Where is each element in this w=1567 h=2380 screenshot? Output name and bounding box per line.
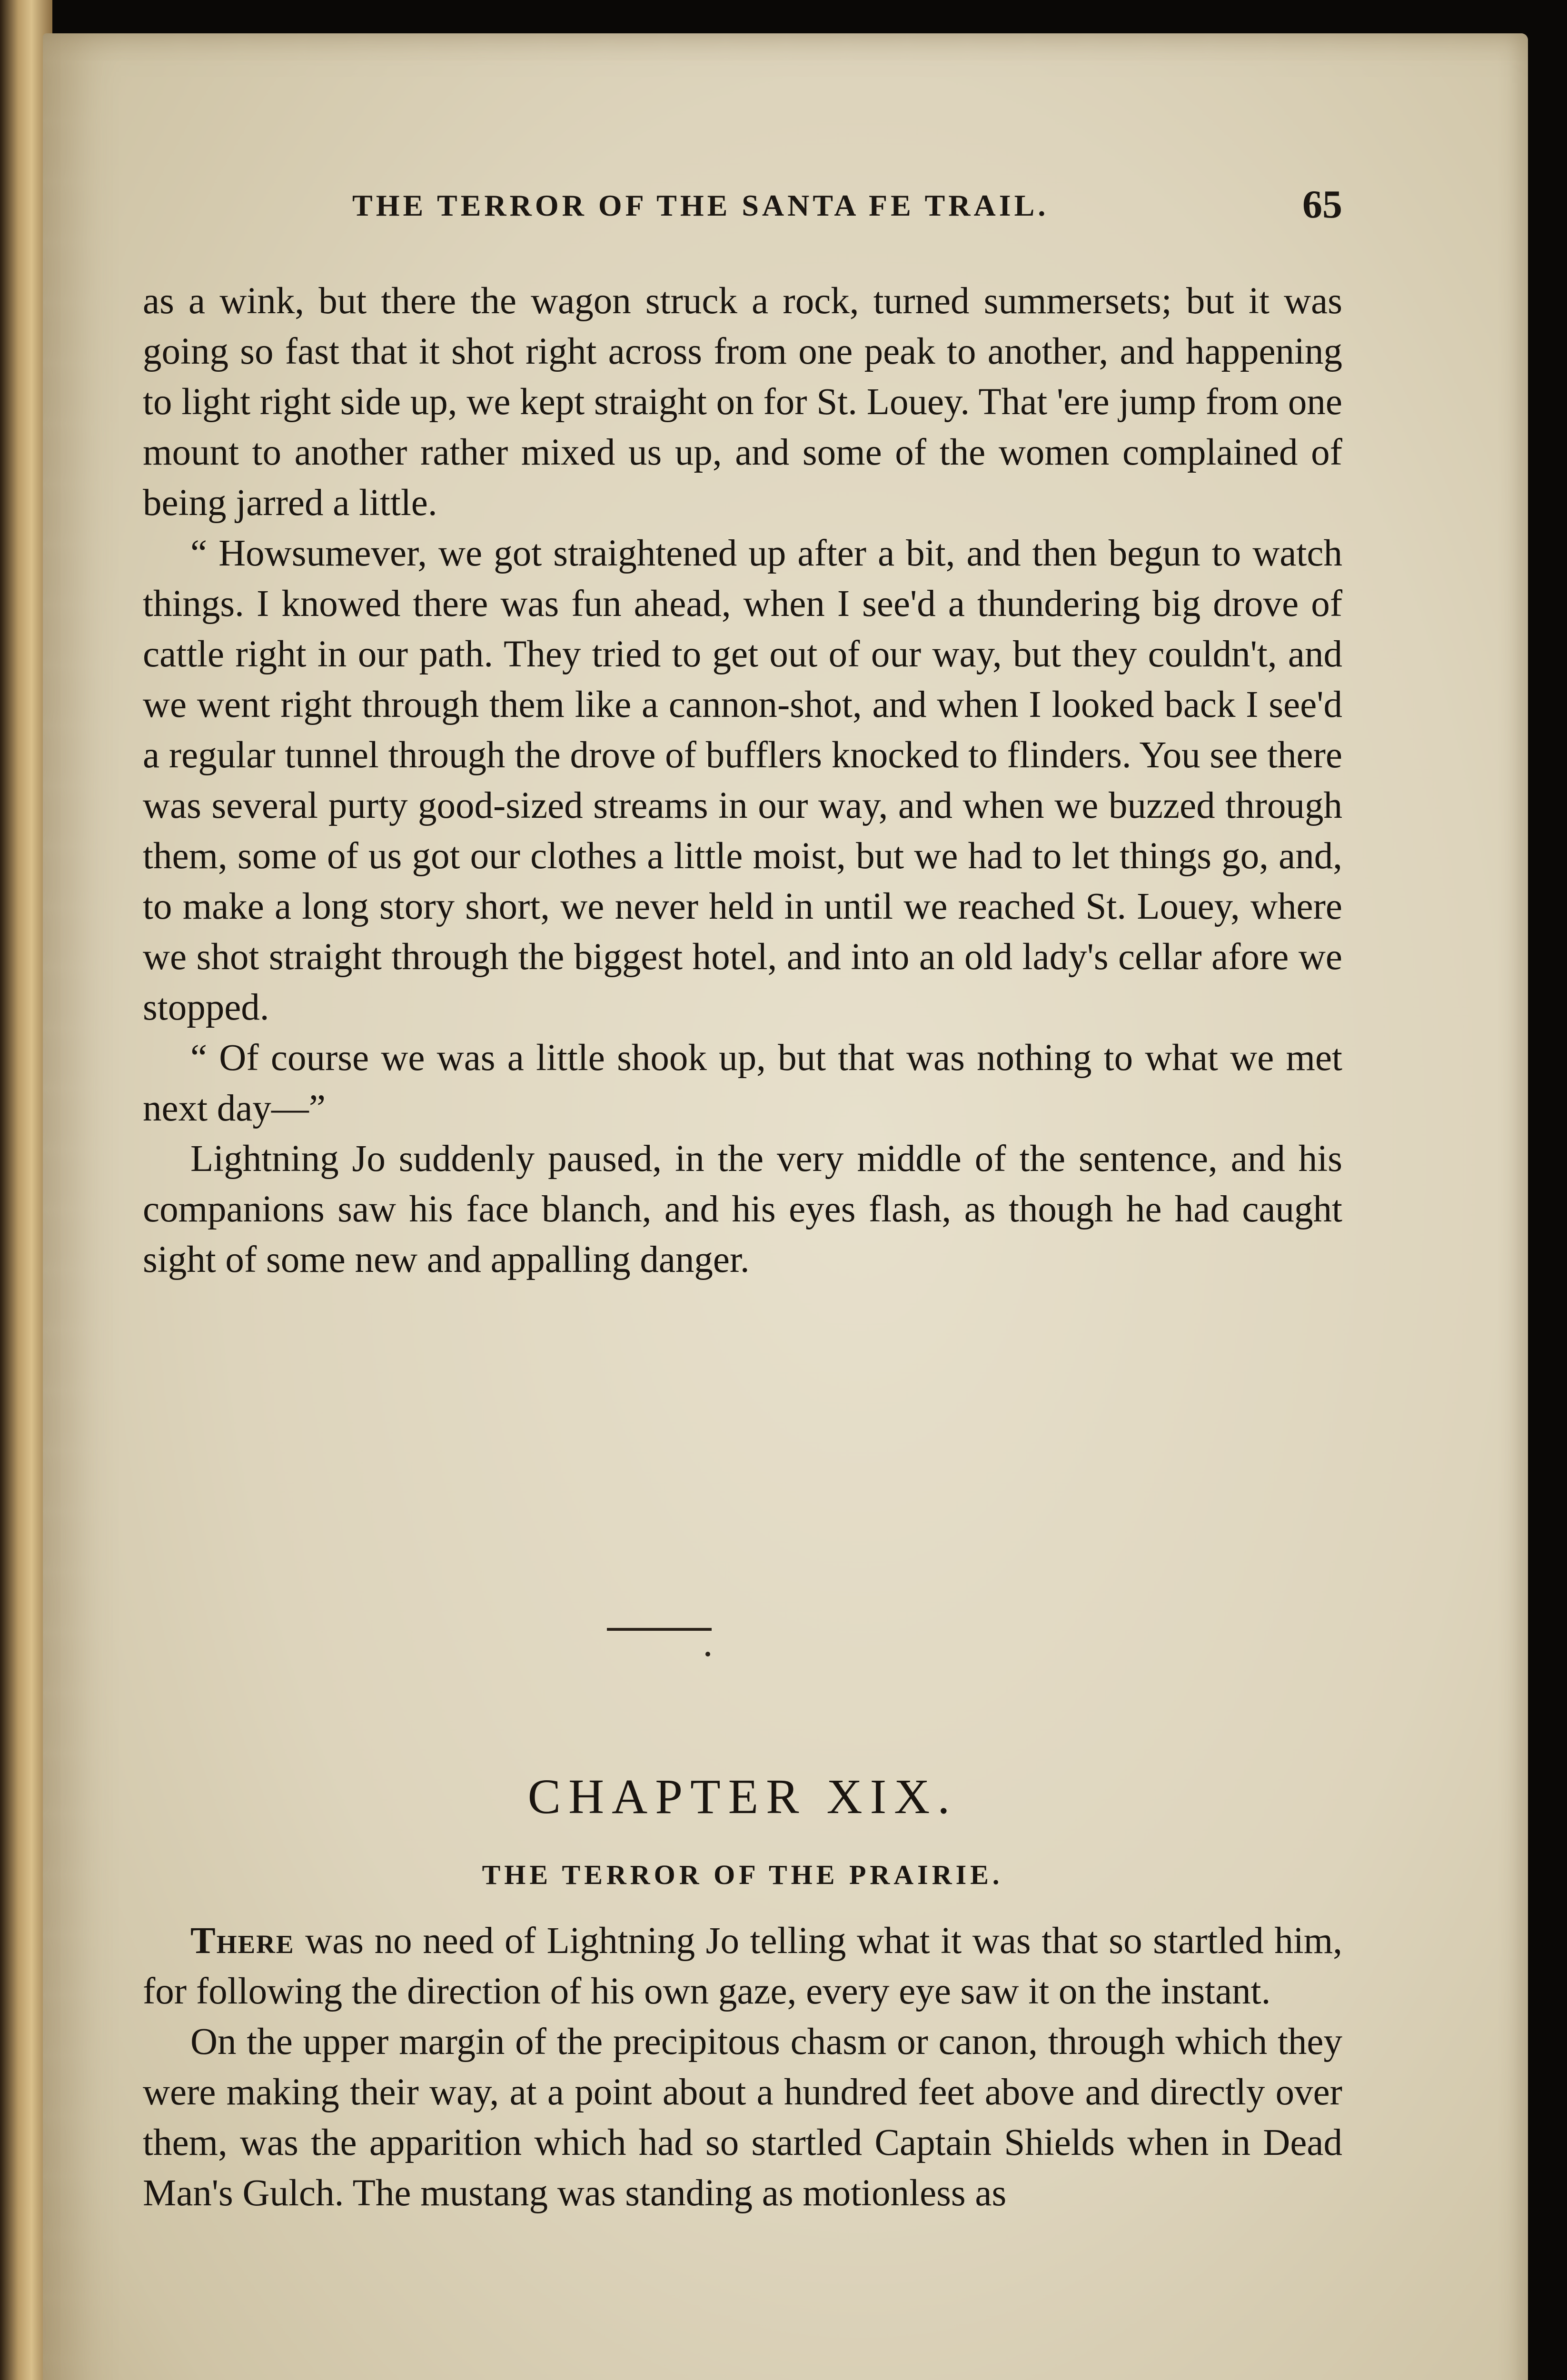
chapter-subtitle: THE TERROR OF THE PRAIRIE.	[482, 1859, 1003, 1890]
paragraph-upper-margin: On the upper margin of the precipitous chasm or canon, through which they were making their way, at a point about a hundred feet above and directly over them, was the apparition which had so startled Captain Shields when in Dead Man's Gulch. The mustang was standing as motionless as	[143, 2021, 1342, 2214]
paragraph-chapter-opening	[143, 1916, 1342, 2017]
lead-rest: was no need of Lightning Jo telling what it was that so startled him, for following the direction of his own gaze, every eye saw it on the instant.	[143, 1920, 1342, 2012]
paragraph-continued: as a wink, but there the wagon struck a rock, turned summersets; but it was going so fast that it shot right across from one peak to another, and happening to light right side up, we kept straight on for St. Louey. That 'ere jump from one mount to another rather mixed us up, and some of the women complained of being jarred a little.	[143, 280, 1342, 524]
paragraph-of-course: “ Of course we was a little shook up, but that was nothing to what we met next day—”	[143, 1037, 1342, 1129]
section-divider-dot	[705, 1652, 710, 1656]
running-head	[143, 182, 1342, 240]
body-text-top	[143, 276, 1342, 1285]
section-divider-rule	[607, 1628, 712, 1631]
paragraph-howsumever: “ Howsumever, we got straightened up after a bit, and then begun to watch things. I knowed there was fun ahead, when I see'd a thundering big drove of cattle right in our path. They tried to get out of our way, but they couldn't, and we went right through them like a cannon-shot, and when I looked back I see'd a regular tunnel through the drove of bufflers knocked to flinders. You see there was several purty good-sized streams in our way, and when we buzzed through them, some of us got our clothes a little moist, but we had to let things go, and, to make a long story short, we never held in until we reached St. Louey, where we shot straight through the biggest hotel, and into an old lady's cellar afore we stopped.	[143, 533, 1342, 1028]
lead-word: There	[190, 1920, 295, 1962]
body-text-bottom	[143, 1916, 1342, 2219]
chapter-heading: CHAPTER XIX.	[527, 1769, 958, 1824]
running-title: THE TERROR OF THE SANTA FE TRAIL.	[352, 188, 1049, 222]
page-number: 65	[1302, 182, 1342, 227]
paragraph-lightning-jo-paused: Lightning Jo suddenly paused, in the very middle of the sentence, and his companions saw his face blanch, and his eyes flash, as though he had caught sight of some new and appalling danger.	[143, 1138, 1342, 1280]
